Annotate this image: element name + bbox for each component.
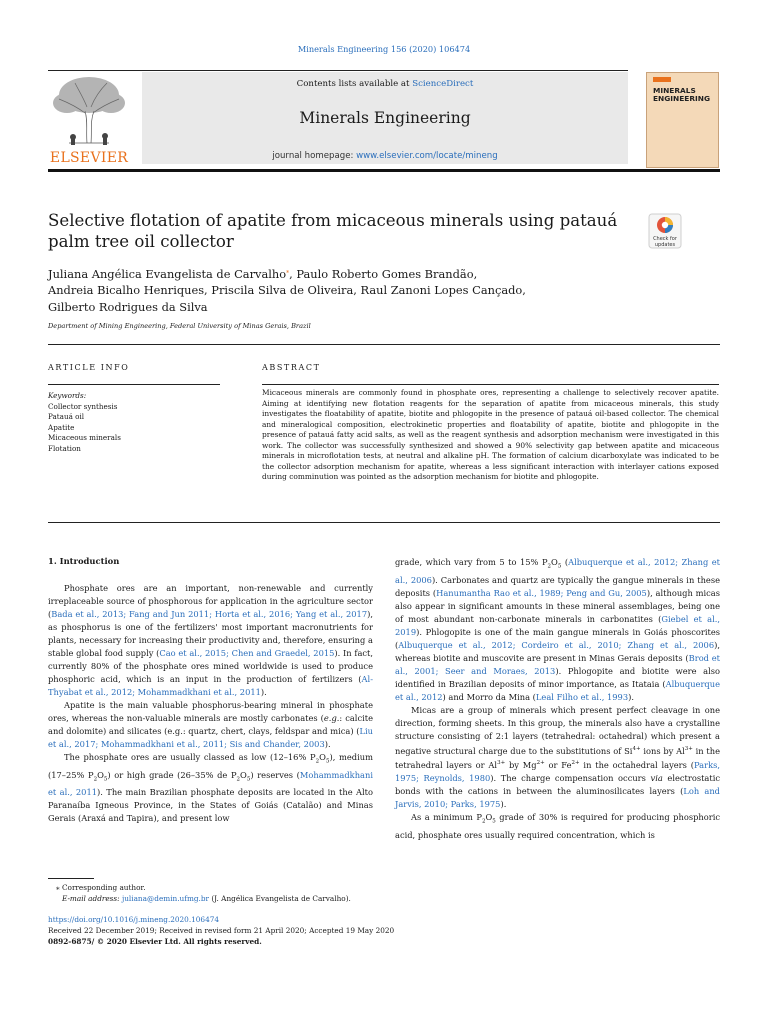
- body-column-right: grade, which vary from 5 to 15% $P_2O_5$ (Albuquerque et al., 2012; Zhang et al., 2006). Carbonates and quartz are typically the gangue minerals in these deposits (Hanumantha Rao et al., 1989; Peng and Gu, 2005), although micas also appear in significant amounts in these mineral assemblages, being one of most abundant non-carbonate minerals in carbonatites (Giebel et al., 2019). Phlogopite is one of the main gangue minerals in Goiás phoscorites (Albuquerque et al., 2012; Cordeiro et al., 2010; Zhang et al., 2006), whereas biotite and muscovite are present in Minas Gerais deposits (Brod et al., 2001; Seer and Moraes, 2013). Phlogopite and biotite were also identified in Brazilian deposits of minor importance, as Itataia (Albuquerque et al., 2012) and Morro da Mina (Leal Filho et al., 1993). Micas are a group of minerals which present perfect cleavage in one direction, forming sheets. In this group, the minerals also have a crystalline structure consisting of 2:1 layers (tetrahedral: octahedral) which present a negative structural charge due to the substitutions of $Si^{4+}$ ions by $Al^{3+}$ in the tetrahedral layers or $Al^{3+}$ by $Mg^{2+}$ or $Fe^{2+}$ in the octahedral layers (Parks, 1975; Reynolds, 1980). The charge compensation occurs via electrostatic bonds with the cations in between the aluminosilicates layers (Loh and Jarvis, 2010; Parks, 1975). As a minimum $P_2O_5$ grade of 30% is required for producing phosphoric acid, phosphate ores usually required concentration, which is: [395, 557, 721, 840]
- article-info-heading: ARTICLE INFO: [48, 363, 130, 372]
- author-names-line3: Gilberto Rodrigues da Silva: [48, 299, 208, 314]
- contents-prefix: Contents lists available at: [296, 79, 413, 89]
- article-title: Selective flotation of apatite from micaceous minerals using patauá palm tree oil collector: [48, 211, 618, 251]
- abstract-divider: [262, 384, 719, 385]
- body-column-left: Phosphate ores are an important, non-renewable and currently irreplaceable source of phosphorous for application in the agriculture sector (Bada et al., 2013; Fang and Jun 2011; Horta et al., 2016; Yang et al., 2017), as phosphorus is one of the fertilizers' most important macronutrients for plants, necessary for increasing their productivity and, therefore, ensuring a stable global food supply (Cao et al., 2015; Chen and Graedel, 2015). In fact, currently 80% of the phosphate ores mined worldwide is used to produce phosphoric acid, which is an input in the production of fertilizers (Al-Thyabat et al., 2012; Mohammadkhani et al., 2011). Apatite is the main valuable phosphorus-bearing mineral in phosphate ores, whereas the non-valuable minerals are mostly carbonates (e.g.: calcite and dolomite) and silicates (e.g.: quartz, chert, clays, feldspar and mica) (Liu et al., 2017; Mohammadkhani et al., 2011; Sis and Chander, 2003). The phosphate ores are usually classed as low (12–16% $P_2O_5$), medium (17–25% $P_2O_5$) or high grade (26–35% de $P_2O_5$) reserves (Mohammadkhani et al., 2011). The main Brazilian phosphate deposits are located in the Alto Paranaíba Igneous Province, in the States of Goiás (Catalão) and Minas Gerais (Araxá and Tapira), and present low: [48, 583, 374, 824]
- keyword: Apatite: [48, 422, 75, 432]
- email-owner: (J. Angélica Evangelista de Carvalho).: [209, 894, 351, 903]
- corresponding-marker[interactable]: ⁎: [286, 268, 290, 275]
- abstract-heading: ABSTRACT: [262, 363, 321, 372]
- author-list: [48, 264, 668, 315]
- received-dates: Received 22 December 2019; Received in revised form 21 April 2020; Accepted 19 May 2020: [48, 926, 395, 935]
- journal-homepage: [142, 151, 628, 161]
- abstract-text: Micaceous minerals are commonly found in phosphate ores, representing a challenge to selectively recover apatite. Aiming at identifying new flotation reagents for the separation of apatite from micaceous minerals, this study investigates the floatability of apatite, biotite and phlogopite in the presence of patauá oil-based collector. The chemical and mineralogical composition, electrokinetic properties and floatability of apatite, biotite and phlogopite in the presence of patauá fatty acid salts, as well as the reagent synthesis and adsorption mechanism were investigated in this work. The collector was successfully synthesized and showed a 90% selectivity gap between apatite and micaceous minerals in microflotation tests, at neutral and alkaline pH. The formation of calcium dicarboxylate was indicated to be the collector adsorption mechanism for apatite, whereas a less significant interaction with interlayer cations exposed during comminution was pointed as the adsorption mechanism for biotite and phlogopite.: [262, 388, 719, 482]
- corresponding-star: ⁎: [56, 883, 62, 892]
- keywords-label: Keywords:: [48, 391, 87, 400]
- keywords-block: [48, 391, 248, 455]
- cover-accent: [653, 77, 671, 82]
- sciencedirect-link[interactable]: ScienceDirect: [412, 79, 474, 89]
- doi-link[interactable]: https://doi.org/10.1016/j.mineng.2020.106474: [48, 915, 220, 924]
- keyword: Flotation: [48, 443, 81, 453]
- header-top-rule: [48, 70, 628, 71]
- affiliation: Department of Mining Engineering, Federal University of Minas Gerais, Brazil: [48, 322, 311, 330]
- info-top-rule: [48, 344, 720, 345]
- header-bottom-rule: [48, 169, 720, 172]
- check-for-updates-label[interactable]: Check for updates: [653, 236, 677, 248]
- info-divider: [48, 384, 220, 385]
- contents-available: [142, 79, 628, 89]
- author-names-line2: Andreia Bicalho Henriques, Priscila Silva de Oliveira, Raul Zanoni Lopes Cançado,: [48, 283, 526, 298]
- keyword: Micaceous minerals: [48, 433, 121, 443]
- publication-details: [48, 914, 548, 947]
- author-names-cont: , Paulo Roberto Gomes Brandão,: [289, 266, 478, 281]
- keyword: Collector synthesis: [48, 401, 118, 411]
- footnote: [48, 882, 468, 904]
- elsevier-wordmark[interactable]: ELSEVIER: [49, 150, 129, 166]
- homepage-link[interactable]: www.elsevier.com/locate/mineng: [356, 151, 498, 161]
- introduction-heading: 1. Introduction: [48, 556, 120, 566]
- journal-title: Minerals Engineering: [299, 109, 471, 127]
- journal-reference[interactable]: Minerals Engineering 156 (2020) 106474: [297, 44, 471, 54]
- copyright: 0892-6875/ © 2020 Elsevier Ltd. All rights reserved.: [48, 937, 262, 946]
- abstract-bottom-rule: [48, 522, 720, 523]
- email-label: E-mail address:: [62, 894, 122, 903]
- email-link[interactable]: juliana@demin.ufmg.br: [121, 894, 210, 903]
- keyword: Patauá oil: [48, 412, 85, 422]
- corresponding-author-note: Corresponding author.: [61, 883, 146, 892]
- journal-cover-thumbnail[interactable]: [646, 72, 719, 168]
- cover-title: MINERALS ENGINEERING: [653, 86, 711, 103]
- author-name[interactable]: Juliana Angélica Evangelista de Carvalho: [48, 266, 287, 281]
- footnote-rule: [48, 878, 94, 879]
- homepage-label: journal homepage:: [272, 151, 357, 161]
